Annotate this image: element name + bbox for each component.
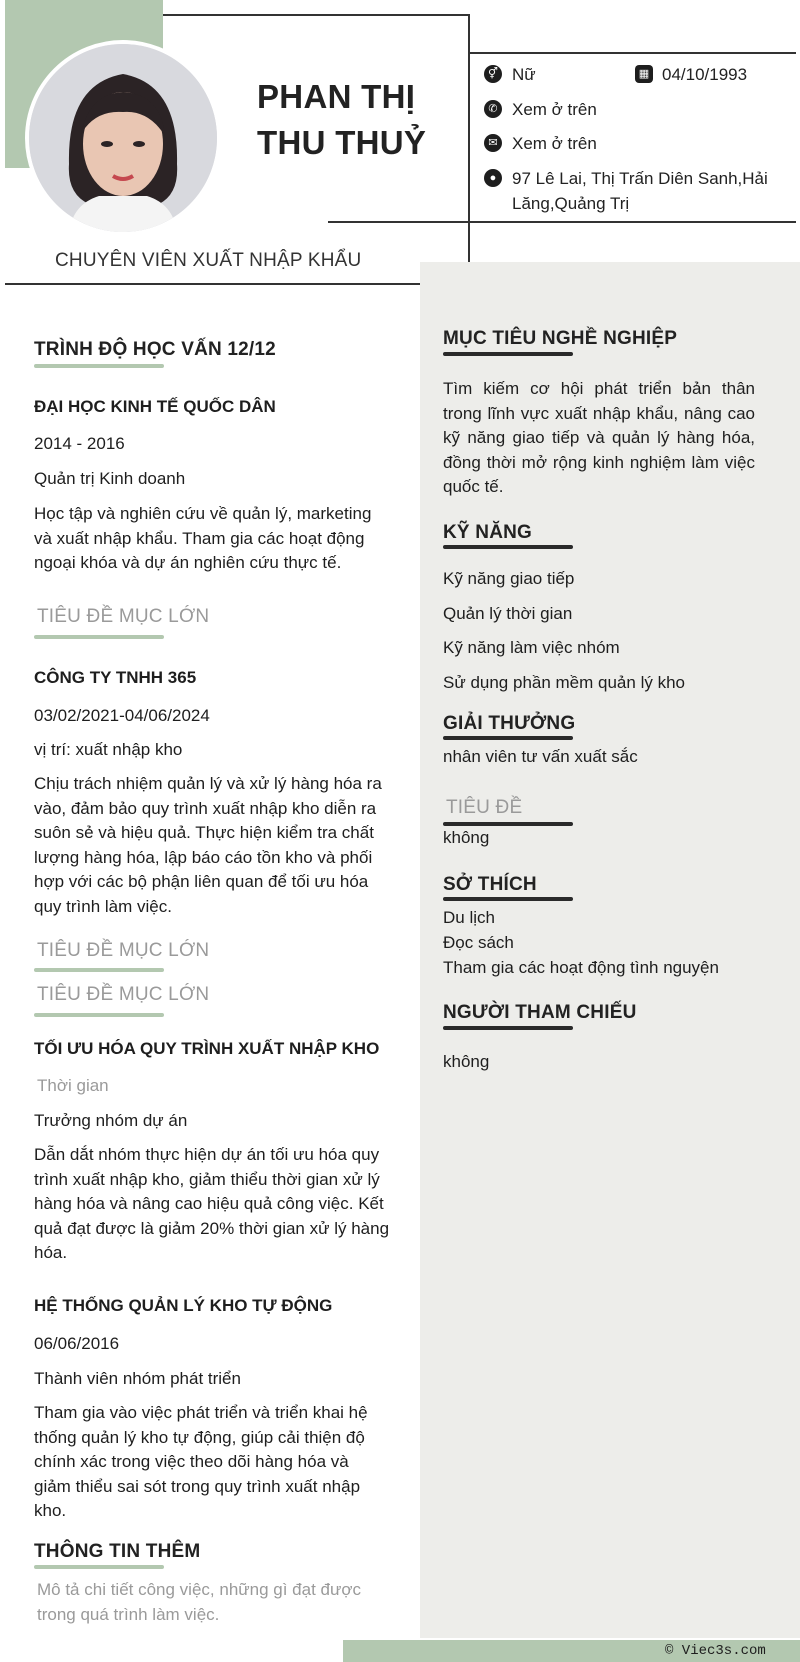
experience-dates: 03/02/2021-04/06/2024: [34, 706, 210, 725]
company-name: CÔNG TY TNHH 365: [34, 668, 197, 687]
address-line-2: Lăng,Quảng Trị: [512, 194, 630, 213]
footer-copyright: © Viec3s.com: [665, 1643, 766, 1659]
email-value: Xem ở trên: [512, 134, 597, 153]
desc-line: quả đạt được là giảm 20% thời gian xử lý hàng: [34, 1218, 390, 1238]
desc-line: hàng hóa và nâng cao hiệu quả công việc. Kết: [34, 1194, 384, 1213]
school-name: ĐẠI HỌC KINH TẾ QUỐC DÂN: [34, 397, 276, 416]
education-description: [34, 502, 384, 576]
heading-underline: [443, 1026, 573, 1030]
desc-line: hóa.: [34, 1243, 68, 1262]
desc-line: Học tập và nghiên cứu về quản lý, marketing: [34, 504, 372, 523]
desc-line: trong lĩnh vực xuất nhập khẩu, nâng cao: [443, 403, 755, 423]
education-major: Quản trị Kinh doanh: [34, 469, 186, 488]
desc-line: hợp với các bộ phận liên quan để tối ưu hóa: [34, 872, 369, 891]
desc-line: quốc tế.: [443, 477, 504, 496]
desc-line: Tham gia vào việc phát triển và triển khai hệ: [34, 1403, 368, 1422]
skills-heading: KỸ NĂNG: [443, 522, 533, 543]
extra-heading: TIÊU ĐỀ: [446, 797, 523, 818]
objective-heading: MỤC TIÊU NGHỀ NGHIỆP: [443, 328, 678, 349]
desc-line: trình xuất nhập kho, giảm thiểu thời gian xử lý: [34, 1169, 380, 1189]
project-title: HỆ THỐNG QUẢN LÝ KHO TỰ ĐỘNG: [34, 1296, 333, 1315]
name-line-2: THU THUỶ: [257, 124, 427, 161]
skill-item: Quản lý thời gian: [443, 604, 573, 623]
phone-value: Xem ở trên: [512, 100, 597, 119]
heading-underline: [34, 1013, 164, 1017]
skill-item: Sử dụng phần mềm quản lý kho: [443, 673, 685, 692]
project-title: TỐI ƯU HÓA QUY TRÌNH XUẤT NHẬP KHO: [34, 1039, 380, 1058]
heading-underline: [34, 635, 164, 639]
name-line-1: PHAN THỊ: [257, 78, 416, 115]
skill-item: Kỹ năng làm việc nhóm: [443, 638, 620, 657]
desc-line: trong quá trình làm việc.: [37, 1604, 220, 1624]
project-description: [34, 1143, 394, 1266]
desc-line: Dẫn dắt nhóm thực hiện dự án tối ưu hóa quy: [34, 1145, 380, 1164]
hobby-item: Đọc sách: [443, 933, 514, 952]
desc-line: và xuất nhập khẩu. Tham gia các hoạt động: [34, 528, 365, 548]
desc-line: thống quản lý kho tự động, giúp cải thiện độ: [34, 1427, 365, 1447]
desc-line: Mô tả chi tiết công việc, những gì đạt được: [37, 1580, 362, 1599]
location-pin-icon: ●: [484, 169, 502, 187]
desc-line: Chịu trách nhiệm quản lý và xử lý hàng hóa ra: [34, 774, 382, 793]
experience-heading: TIÊU ĐỀ MỤC LỚN: [37, 606, 210, 627]
heading-underline: [34, 364, 164, 368]
award-item: nhân viên tư vấn xuất sắc: [443, 747, 638, 766]
hobbies-heading: SỞ THÍCH: [443, 874, 537, 895]
education-heading: TRÌNH ĐỘ HỌC VẤN 12/12: [34, 339, 276, 360]
project-date: 06/06/2016: [34, 1334, 120, 1353]
desc-line: lượng hàng hóa, lập báo cáo tồn kho và phối: [34, 847, 373, 867]
heading-underline: [443, 352, 573, 356]
heading-underline: [443, 897, 573, 901]
experience-description: [34, 772, 384, 919]
calendar-icon: ▦: [635, 65, 653, 83]
extra-item: không: [443, 828, 490, 847]
heading-underline: [443, 545, 573, 549]
divider: [5, 283, 420, 285]
hobby-item: Du lịch: [443, 908, 495, 927]
projects-heading: TIÊU ĐỀ MỤC LỚN: [37, 984, 210, 1005]
candidate-name: [257, 74, 457, 166]
project-date: Thời gian: [37, 1076, 109, 1095]
experience-position: vị trí: xuất nhập kho: [34, 740, 183, 759]
desc-line: giảm thiểu sai sót trong quy trình xuất nhập: [34, 1476, 361, 1496]
project-role: Thành viên nhóm phát triển: [34, 1369, 241, 1388]
objective-description: [443, 377, 755, 500]
avatar: [25, 40, 221, 236]
desc-line: kỹ năng giao tiếp và quản lý hàng hóa,: [443, 428, 755, 447]
education-years: 2014 - 2016: [34, 434, 125, 453]
additional-info-description: [37, 1578, 397, 1627]
project-description: [34, 1401, 394, 1524]
project-role: Trưởng nhóm dự án: [34, 1111, 188, 1130]
desc-line: kho.: [34, 1501, 67, 1520]
heading-underline: [34, 968, 164, 972]
address-line-1: 97 Lê Lai, Thị Trấn Diên Sanh,Hải: [512, 169, 768, 188]
desc-line: quy trình làm việc.: [34, 896, 172, 916]
birthday-value: 04/10/1993: [662, 65, 748, 84]
divider: [470, 52, 796, 54]
desc-line: chính xác trong việc theo dõi hàng hóa và: [34, 1452, 349, 1471]
avatar-portrait-icon: [29, 44, 217, 232]
desc-line: vào, đảm bảo quy trình xuất nhập kho diễn ra: [34, 798, 377, 818]
gender-value: Nữ: [512, 65, 536, 84]
divider: [163, 14, 469, 16]
email-icon: ✉: [484, 134, 502, 152]
desc-line: ngoại khóa và dự án nghiên cứu thực tế.: [34, 553, 342, 572]
references-heading: NGƯỜI THAM CHIẾU: [443, 1002, 637, 1023]
gender-icon: ⚥: [484, 65, 502, 83]
divider: [328, 221, 796, 223]
address-value: [512, 166, 768, 216]
section-heading: TIÊU ĐỀ MỤC LỚN: [37, 940, 210, 961]
skill-item: Kỹ năng giao tiếp: [443, 569, 575, 588]
additional-info-heading: THÔNG TIN THÊM: [34, 1541, 201, 1562]
references-item: không: [443, 1052, 490, 1071]
hobby-item: Tham gia các hoạt động tình nguyện: [443, 958, 719, 977]
heading-underline: [443, 736, 573, 740]
phone-icon: ✆: [484, 100, 502, 118]
desc-line: đồng thời mở rộng kinh nghiệm làm việc: [443, 452, 755, 472]
heading-underline: [34, 1565, 164, 1569]
desc-line: suôn sẻ và hiệu quả. Thực hiện kiểm tra chất: [34, 823, 374, 842]
desc-line: Tìm kiếm cơ hội phát triển bản thân: [443, 379, 755, 398]
awards-heading: GIẢI THƯỞNG: [443, 713, 576, 734]
job-title: CHUYÊN VIÊN XUẤT NHẬP KHẨU: [55, 250, 362, 271]
